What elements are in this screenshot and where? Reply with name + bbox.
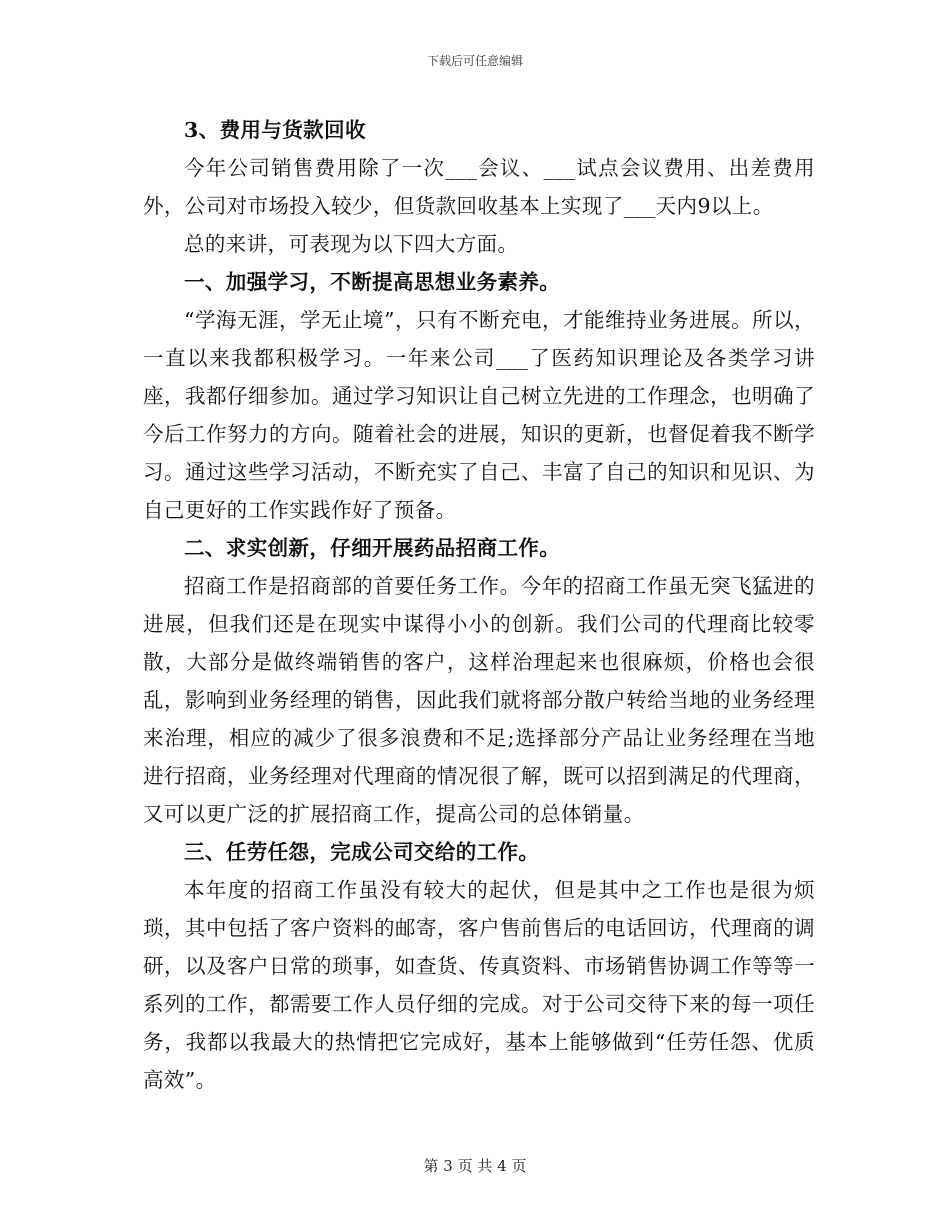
section-heading-diligence: 三、任劳任怨，完成公司交给的工作。 <box>184 840 540 864</box>
page-header: 下载后可任意编辑 <box>426 54 523 68</box>
page-footer: 第 3 页 共 4 页 <box>423 1157 527 1175</box>
paragraph-summary: 总的来讲，可表现为以下四大方面。 <box>184 232 519 256</box>
paragraph-diligence: 本年度的招商工作虽没有较大的起伏，但是其中之工作也是很为烦琐，其中包括了客户资料的邮寄，客户售前售后的电话回访，代理商的调研，以及客户日常的琐事，如查货、传真资料、市场销售协调工作等等一系列的工作，都需要工作人员仔细的完成。对于公司交待下来的每一项任务，我都以我最大的热情把它完成好，基本上能够做到“任劳任怨、优质高效”。 <box>143 878 815 1092</box>
section-heading-innovation: 二、求实创新，仔细开展药品招商工作。 <box>184 536 561 560</box>
document-body <box>143 111 815 1099</box>
paragraph-fees: 今年公司销售费用除了一次___会议、___试点会议费用、出差费用外，公司对市场投入较少，但货款回收基本上实现了___天内9以上。 <box>143 156 815 218</box>
section-heading-learning: 一、加强学习，不断提高思想业务素养。 <box>184 270 561 294</box>
paragraph-innovation: 招商工作是招商部的首要任务工作。今年的招商工作虽无突飞猛进的进展，但我们还是在现实中谋得小小的创新。我们公司的代理商比较零散，大部分是做终端销售的客户，这样治理起来也很麻烦，价格也会很乱，影响到业务经理的销售，因此我们就将部分散户转给当地的业务经理来治理，相应的减少了很多浪费和不足;选择部分产品让业务经理在当地进行招商，业务经理对代理商的情况很了解，既可以招到满足的代理商，又可以更广泛的扩展招商工作，提高公司的总体销量。 <box>143 574 815 826</box>
section-heading-fees: 3、费用与货款回收 <box>184 118 366 142</box>
paragraph-learning: “学海无涯，学无止境”，只有不断充电，才能维持业务进展。所以，一直以来我都积极学习。一年来公司___了医药知识理论及各类学习讲座，我都仔细参加。通过学习知识让自己树立先进的工作理念，也明确了今后工作努力的方向。随着社会的进展，知识的更新，也督促着我不断学习。通过这些学习活动，不断充实了自己、丰富了自己的知识和见识、为自己更好的工作实践作好了预备。 <box>143 308 815 522</box>
